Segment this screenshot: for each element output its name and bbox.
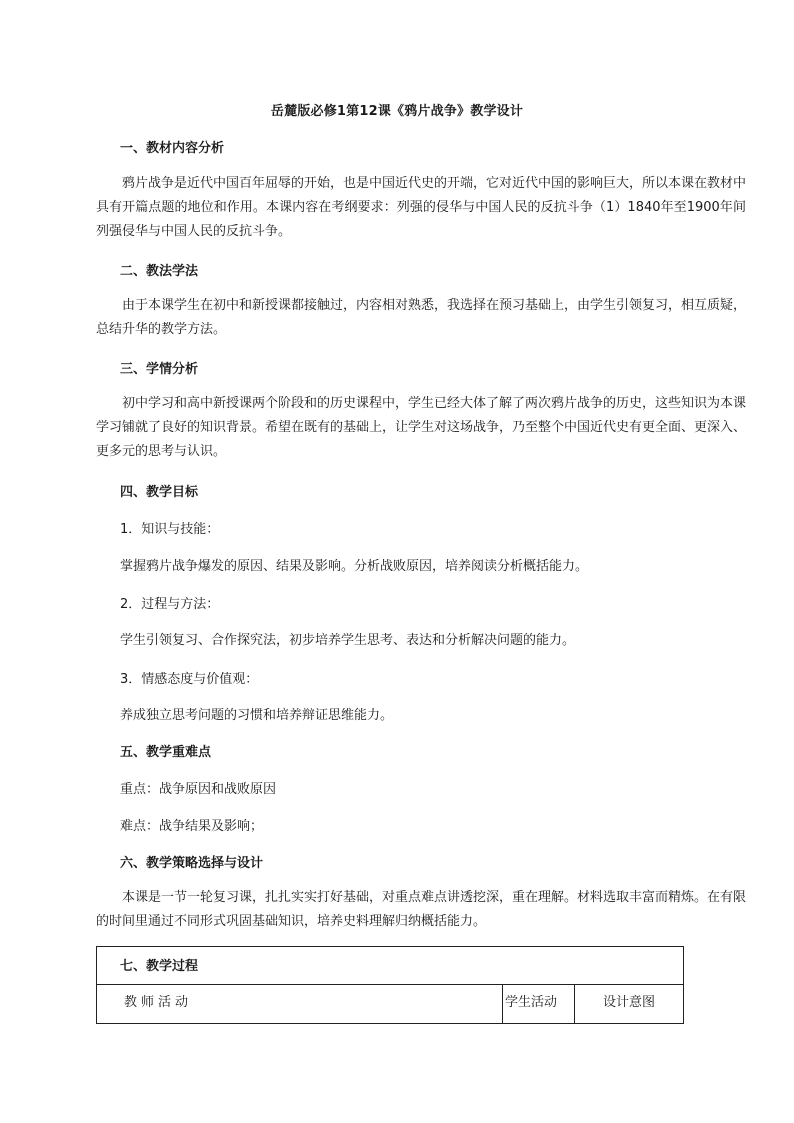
section-6-heading: 六、教学策略选择与设计 [120,856,264,871]
section-3-heading: 三、学情分析 [120,362,199,377]
section-6-body: 本课是一节一轮复习课，扎扎实实打好基础，对重点难点讲透挖深，重在理解。材料选取丰富而精炼。在有限的时间里通过不同形式巩固基础知识，培养史料理解归纳概括能力。 [96,890,747,929]
column-student-activity [503,985,575,1023]
section-2-heading: 二、教法学法 [120,264,199,279]
table-heading: 七、教学过程 [120,959,199,974]
objective-3-label: 3．情感态度与价值观： [120,672,259,687]
section-1-body: 鸦片战争是近代中国百年屈辱的开始，也是中国近代史的开端，它对近代中国的影响巨大，所以本课在教材中具有开篇点题的地位和作用。本课内容在考纲要求：列强的侵华与中国人民的反抗斗争（1）1840年至1900年间列强侵华与中国人民的反抗斗争。 [96,176,747,239]
difficult-point: 难点：战争结果及影响； [120,819,264,834]
section-2-body: 由于本课学生在初中和新授课都接触过，内容相对熟悉，我选择在预习基础上，由学生引领复习，相互质疑，总结升华的教学方法。 [96,298,747,337]
column-header-student: 学生活动 [505,995,558,1010]
teaching-process-table [96,946,684,1024]
objective-1-text: 掌握鸦片战争爆发的原因、结果及影响。分析战败原因，培养阅读分析概括能力。 [120,559,589,574]
section-4-heading: 四、教学目标 [120,485,199,500]
document-title: 岳麓版必修1第12课《鸦片战争》教学设计 [270,104,524,119]
column-teacher-activity [97,985,503,1023]
key-point: 重点：战争原因和战败原因 [120,782,277,797]
section-1-heading: 一、教材内容分析 [120,141,225,156]
objective-1-label: 1．知识与技能： [120,522,220,537]
column-header-teacher: 教师活动 [124,995,193,1010]
section-5-heading: 五、教学重难点 [120,745,212,760]
objective-2-text: 学生引领复习、合作探究法，初步培养学生思考、表达和分析解决问题的能力。 [120,633,576,648]
column-header-intent: 设计意图 [603,995,656,1010]
objective-2-label: 2．过程与方法： [120,597,220,612]
table-heading-row [97,947,683,985]
objective-3-text: 养成独立思考问题的习惯和培养辩证思维能力。 [120,708,394,723]
column-design-intent [575,985,683,1023]
section-3-body: 初中学习和高中新授课两个阶段和的历史课程中，学生已经大体了解了两次鸦片战争的历史，这些知识为本课学习铺就了良好的知识背景。希望在既有的基础上，让学生对这场战争，乃至整个中国近代史有更全面、更深入、更多元的思考与认识。 [96,396,747,459]
